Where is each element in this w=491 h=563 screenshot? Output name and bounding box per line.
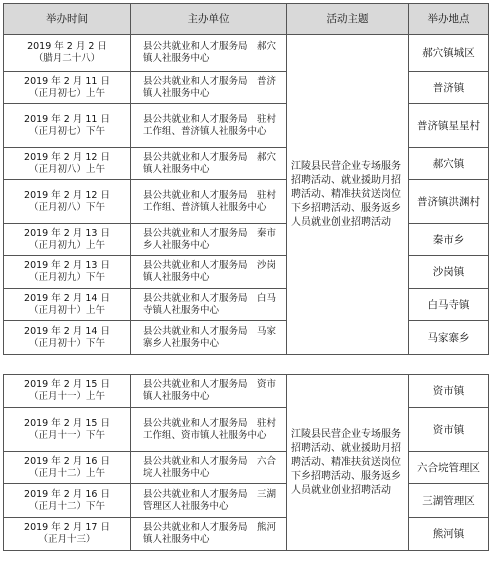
header-theme: 活动主题 [287, 4, 409, 35]
date-text: 2019 年 2 月 14 日 [24, 292, 110, 304]
table-row [4, 484, 489, 518]
date-text: 2019 年 2 月 17 日 [24, 522, 110, 533]
lunar-date-text: （正月初十）下午 [28, 337, 105, 349]
date-text: 2019 年 2 月 15 日 [24, 379, 110, 390]
time-cell [4, 35, 131, 72]
lunar-date-text: （正月初八）下午 [28, 201, 105, 213]
table-row [4, 408, 489, 452]
schedule-table-1 [3, 3, 489, 355]
time-cell [4, 321, 131, 355]
place-cell: 资市镇 [409, 375, 489, 408]
time-cell [4, 452, 131, 484]
organizer-cell: 县公共就业和人才服务局 普济镇人社服务中心 [131, 72, 287, 104]
lunar-date-text: （正月十一）上午 [28, 391, 105, 402]
date-text: 2019 年 2 月 15 日 [24, 417, 110, 429]
lunar-date-text: （腊月二十八） [33, 53, 101, 64]
organizer-cell: 县公共就业和人才服务局 白马寺镇人社服务中心 [131, 289, 287, 321]
organizer-cell: 县公共就业和人才服务局 熊河镇人社服务中心 [131, 518, 287, 551]
place-cell: 资市镇 [409, 408, 489, 452]
place-cell: 六合垸管理区 [409, 452, 489, 484]
organizer-cell: 县公共就业和人才服务局 驻村工作组、资市镇人社服务中心 [131, 408, 287, 452]
date-text: 2019 年 2 月 16 日 [24, 488, 110, 500]
date-text: 2019 年 2 月 2 日 [27, 41, 107, 52]
header-org: 主办单位 [131, 4, 287, 35]
table-row [4, 104, 489, 148]
time-cell [4, 180, 131, 224]
table-row [4, 256, 489, 289]
place-cell: 熊河镇 [409, 518, 489, 551]
organizer-cell: 县公共就业和人才服务局 三湖管理区人社服务中心 [131, 484, 287, 518]
place-cell: 普济镇星星村 [409, 104, 489, 148]
place-cell: 普济镇洪渊村 [409, 180, 489, 224]
place-cell: 普济镇 [409, 72, 489, 104]
organizer-cell: 县公共就业和人才服务局 驻村工作组、普济镇人社服务中心 [131, 180, 287, 224]
organizer-cell: 县公共就业和人才服务局 六合垸人社服务中心 [131, 452, 287, 484]
date-text: 2019 年 2 月 14 日 [24, 325, 110, 337]
table-row [4, 375, 489, 408]
place-cell: 马家寨乡 [409, 321, 489, 355]
place-cell: 白马寺镇 [409, 289, 489, 321]
time-cell [4, 224, 131, 256]
lunar-date-text: （正月十三） [38, 534, 96, 545]
place-cell: 沙岗镇 [409, 256, 489, 289]
table-row [4, 452, 489, 484]
organizer-cell: 县公共就业和人才服务局 驻村工作组、普济镇人社服务中心 [131, 104, 287, 148]
lunar-date-text: （正月初八）上午 [28, 163, 105, 175]
time-cell [4, 148, 131, 180]
table-row [4, 224, 489, 256]
place-cell: 秦市乡 [409, 224, 489, 256]
lunar-date-text: （正月初九）上午 [28, 239, 105, 251]
theme-cell: 江陵县民营企业专场服务招聘活动、就业援助月招聘活动、精准扶贫送岗位下乡招聘活动、服务返乡人员就业创业招聘活动 [287, 375, 409, 551]
lunar-date-text: （正月十一）下午 [28, 429, 105, 441]
organizer-cell: 县公共就业和人才服务局 郝穴镇人社服务中心 [131, 148, 287, 180]
organizer-cell: 县公共就业和人才服务局 秦市乡人社服务中心 [131, 224, 287, 256]
organizer-cell: 县公共就业和人才服务局 资市镇人社服务中心 [131, 375, 287, 408]
place-cell: 三湖管理区 [409, 484, 489, 518]
table-row [4, 321, 489, 355]
place-cell: 郝穴镇城区 [409, 35, 489, 72]
organizer-cell: 县公共就业和人才服务局 马家寨乡人社服务中心 [131, 321, 287, 355]
lunar-date-text: （正月初七）上午 [28, 87, 105, 99]
lunar-date-text: （正月初十）上午 [28, 304, 105, 316]
time-cell [4, 72, 131, 104]
date-text: 2019 年 2 月 13 日 [24, 227, 110, 239]
organizer-cell: 县公共就业和人才服务局 郝穴镇人社服务中心 [131, 35, 287, 72]
time-cell [4, 518, 131, 551]
lunar-date-text: （正月初九）下午 [28, 272, 105, 283]
time-cell [4, 289, 131, 321]
lunar-date-text: （正月十二）上午 [28, 467, 105, 479]
schedule-table-2 [3, 374, 489, 551]
table-row [4, 518, 489, 551]
date-text: 2019 年 2 月 11 日 [24, 113, 110, 125]
place-cell: 郝穴镇 [409, 148, 489, 180]
lunar-date-text: （正月十二）下午 [28, 500, 105, 512]
table-row [4, 148, 489, 180]
date-text: 2019 年 2 月 11 日 [24, 75, 110, 87]
header-row [4, 4, 489, 35]
header-place: 举办地点 [409, 4, 489, 35]
time-cell [4, 375, 131, 408]
time-cell [4, 104, 131, 148]
date-text: 2019 年 2 月 16 日 [24, 455, 110, 467]
time-cell [4, 408, 131, 452]
date-text: 2019 年 2 月 12 日 [24, 189, 110, 201]
table-row [4, 289, 489, 321]
date-text: 2019 年 2 月 13 日 [24, 260, 110, 271]
time-cell [4, 484, 131, 518]
lunar-date-text: （正月初七）下午 [28, 125, 105, 137]
date-text: 2019 年 2 月 12 日 [24, 151, 110, 163]
organizer-cell: 县公共就业和人才服务局 沙岗镇人社服务中心 [131, 256, 287, 289]
time-cell [4, 256, 131, 289]
table-row [4, 72, 489, 104]
table-row [4, 35, 489, 72]
header-time: 举办时间 [4, 4, 131, 35]
theme-cell: 江陵县民营企业专场服务招聘活动、就业援助月招聘活动、精准扶贫送岗位下乡招聘活动、服务返乡人员就业创业招聘活动 [287, 35, 409, 355]
table-row [4, 180, 489, 224]
